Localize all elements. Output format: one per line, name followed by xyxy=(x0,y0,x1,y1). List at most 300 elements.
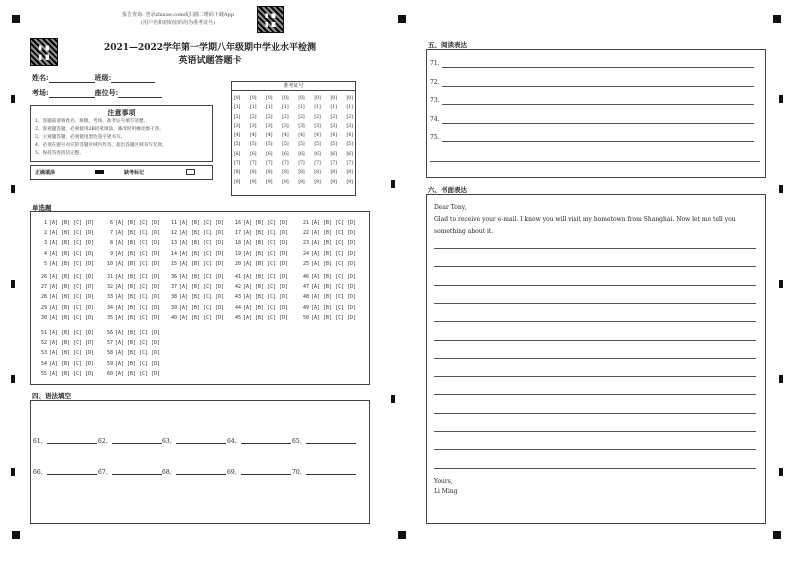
grammar-answer-line[interactable] xyxy=(306,443,356,444)
mc-option-bubbles[interactable]: [A] [B] [C] [D] xyxy=(115,330,161,336)
mc-option-bubbles[interactable]: [A] [B] [C] [D] xyxy=(243,314,289,321)
mc-question-row[interactable] xyxy=(167,251,224,257)
mc-option-bubbles[interactable]: [A] [B] [C] [D] xyxy=(115,240,161,247)
exam-digit-bubble[interactable]: [4] xyxy=(266,133,273,139)
mc-option-bubbles[interactable]: [A] [B] [C] [D] xyxy=(115,220,161,226)
grammar-answer-line[interactable] xyxy=(47,474,97,475)
reading-answer-line[interactable] xyxy=(442,67,754,68)
exam-digit-bubble[interactable]: [8] xyxy=(330,170,337,176)
mc-question-row[interactable] xyxy=(103,350,160,356)
exam-digit-bubble[interactable]: [6] xyxy=(266,151,273,157)
grammar-answer-line[interactable] xyxy=(176,474,226,475)
writing-answer-line[interactable] xyxy=(434,266,756,267)
name-field[interactable] xyxy=(32,73,155,83)
mc-option-bubbles[interactable]: [A] [B] [C] [D] xyxy=(243,230,289,237)
exam-digit-bubble[interactable]: [8] xyxy=(314,170,321,176)
mc-option-bubbles[interactable]: [A] [B] [C] [D] xyxy=(49,240,95,247)
mc-question-row[interactable] xyxy=(231,305,288,311)
mc-option-bubbles[interactable]: [A] [B] [C] [D] xyxy=(311,314,357,321)
mc-question-number: 20 xyxy=(234,260,241,267)
side-timing-mark xyxy=(779,185,783,193)
exam-number-column[interactable] xyxy=(314,94,320,187)
mc-question-number: 58 xyxy=(106,350,113,357)
mc-question-row[interactable] xyxy=(37,315,94,321)
mc-question-row[interactable] xyxy=(167,240,224,246)
mc-option-bubbles[interactable]: [A] [B] [C] [D] xyxy=(115,294,161,301)
writing-answer-line[interactable] xyxy=(434,285,756,286)
exam-digit-bubble[interactable]: [1] xyxy=(314,105,321,111)
mc-question-row[interactable] xyxy=(37,251,94,257)
mc-option-bubbles[interactable]: [A] [B] [C] [D] xyxy=(243,250,289,257)
exam-digit-bubble[interactable]: [0] xyxy=(330,96,337,101)
mc-option-bubbles[interactable]: [A] [B] [C] [D] xyxy=(49,304,95,311)
mc-question-row[interactable] xyxy=(299,274,356,280)
reading-answer-line[interactable] xyxy=(442,123,754,124)
mc-option-bubbles[interactable]: [A] [B] [C] [D] xyxy=(243,274,289,280)
mc-option-bubbles[interactable]: [A] [B] [C] [D] xyxy=(115,230,161,237)
exam-digit-bubble[interactable]: [7] xyxy=(266,161,273,167)
mc-option-bubbles[interactable]: [A] [B] [C] [D] xyxy=(311,260,357,267)
notice-title: 注意事项 xyxy=(107,108,136,117)
mc-question-number: 46 xyxy=(302,274,309,280)
exam-room-field[interactable] xyxy=(32,88,162,98)
exam-digit-bubble[interactable]: [7] xyxy=(250,161,257,167)
exam-digit-bubble[interactable]: [5] xyxy=(346,142,353,148)
mc-question-row[interactable] xyxy=(231,274,288,280)
exam-digit-bubble[interactable]: [4] xyxy=(234,133,241,139)
exam-digit-bubble[interactable]: [6] xyxy=(282,151,289,157)
grammar-item-number: 69、 xyxy=(227,469,241,476)
mc-question-row[interactable] xyxy=(167,305,224,311)
grammar-answer-line[interactable] xyxy=(112,474,162,475)
exam-digit-bubble[interactable]: [9] xyxy=(314,179,321,185)
exam-digit-bubble[interactable]: [4] xyxy=(250,133,257,139)
mc-question-number: 40 xyxy=(170,314,177,321)
exam-digit-bubble[interactable]: [1] xyxy=(282,105,289,111)
exam-digit-bubble[interactable]: [7] xyxy=(330,161,337,167)
reading-item-number: 75. xyxy=(430,134,440,141)
mc-question-row[interactable] xyxy=(167,274,224,280)
reading-answer-line[interactable] xyxy=(442,104,754,105)
app-qr-code-icon xyxy=(257,6,284,33)
notice-item: 4、必须在题号对应的答题区域内作答，超出答题区域书写无效。 xyxy=(35,143,167,148)
class-label: 班级: xyxy=(94,73,112,82)
mc-question-row[interactable] xyxy=(37,230,94,236)
mc-option-bubbles[interactable]: [A] [B] [C] [D] xyxy=(179,220,225,226)
grammar-answer-box[interactable] xyxy=(30,400,370,524)
mc-option-bubbles[interactable]: [A] [B] [C] [D] xyxy=(179,284,225,291)
mc-option-bubbles[interactable]: [A] [B] [C] [D] xyxy=(49,250,95,257)
exam-digit-bubble[interactable]: [6] xyxy=(330,151,337,157)
exam-digit-bubble[interactable]: [1] xyxy=(250,105,257,111)
mc-option-bubbles[interactable]: [A] [B] [C] [D] xyxy=(49,330,95,336)
mc-option-bubbles[interactable]: [A] [B] [C] [D] xyxy=(311,294,357,301)
exam-digit-bubble[interactable]: [5] xyxy=(266,142,273,148)
exam-number-column[interactable] xyxy=(250,94,256,187)
grammar-answer-line[interactable] xyxy=(112,443,162,444)
mc-option-bubbles[interactable]: [A] [B] [C] [D] xyxy=(115,314,161,321)
exam-digit-bubble[interactable]: [2] xyxy=(250,114,257,120)
mc-question-row[interactable] xyxy=(103,371,160,377)
page-subtitle: 英语试题答题卡 xyxy=(178,56,242,66)
mc-question-row[interactable] xyxy=(103,240,160,246)
mc-question-row[interactable] xyxy=(37,261,94,267)
exam-digit-bubble[interactable]: [2] xyxy=(346,114,353,120)
exam-digit-bubble[interactable]: [0] xyxy=(266,96,273,101)
exam-digit-bubble[interactable]: [4] xyxy=(282,133,289,139)
mc-option-bubbles[interactable]: [A] [B] [C] [D] xyxy=(49,360,95,367)
mc-question-row[interactable] xyxy=(103,330,160,336)
exam-digit-bubble[interactable]: [3] xyxy=(330,123,337,129)
seat-input-line[interactable] xyxy=(118,90,162,98)
mc-option-bubbles[interactable]: [A] [B] [C] [D] xyxy=(243,294,289,301)
exam-number-grid[interactable] xyxy=(231,81,356,196)
mc-question-number: 5 xyxy=(43,260,47,267)
mc-option-bubbles[interactable]: [A] [B] [C] [D] xyxy=(243,220,289,226)
writing-answer-line[interactable] xyxy=(434,358,756,359)
exam-digit-bubble[interactable]: [9] xyxy=(346,179,353,185)
exam-digit-bubble[interactable]: [3] xyxy=(234,123,241,129)
writing-answer-line[interactable] xyxy=(434,468,756,469)
writing-answer-line[interactable] xyxy=(434,394,756,395)
exam-digit-bubble[interactable]: [8] xyxy=(298,170,305,176)
mc-option-bubbles[interactable]: [A] [B] [C] [D] xyxy=(49,314,95,321)
writing-answer-line[interactable] xyxy=(434,340,756,341)
mc-option-bubbles[interactable]: [A] [B] [C] [D] xyxy=(115,250,161,257)
exam-digit-bubble[interactable]: [1] xyxy=(330,105,337,111)
mc-question-row[interactable] xyxy=(299,230,356,236)
mc-question-row[interactable] xyxy=(299,261,356,267)
exam-digit-bubble[interactable]: [7] xyxy=(298,161,305,167)
mc-question-row[interactable] xyxy=(37,371,94,377)
mc-answer-box[interactable] xyxy=(30,211,370,385)
mc-question-row[interactable] xyxy=(103,261,160,267)
mc-option-bubbles[interactable]: [A] [B] [C] [D] xyxy=(179,230,225,237)
mc-question-number: 29 xyxy=(40,304,47,311)
grammar-item-number: 70、 xyxy=(292,469,306,476)
exam-digit-bubble[interactable]: [6] xyxy=(314,151,321,157)
mc-option-bubbles[interactable]: [A] [B] [C] [D] xyxy=(49,370,95,377)
mc-question-number: 19 xyxy=(234,250,241,257)
exam-digit-bubble[interactable]: [9] xyxy=(250,179,257,185)
exam-digit-bubble[interactable]: [1] xyxy=(298,105,305,111)
exam-digit-bubble[interactable]: [3] xyxy=(314,123,321,129)
mc-question-row[interactable] xyxy=(37,305,94,311)
mc-option-bubbles[interactable]: [A] [B] [C] [D] xyxy=(311,230,357,237)
mc-option-bubbles[interactable]: [A] [B] [C] [D] xyxy=(115,350,161,357)
correct-fill-label: 正确填涂 xyxy=(35,170,56,176)
mc-question-row[interactable] xyxy=(37,274,94,280)
exam-digit-bubble[interactable]: [5] xyxy=(250,142,257,148)
mc-option-bubbles[interactable]: [A] [B] [C] [D] xyxy=(49,260,95,267)
mc-option-bubbles[interactable]: [A] [B] [C] [D] xyxy=(179,250,225,257)
writing-answer-line[interactable] xyxy=(434,248,756,249)
mc-question-row[interactable] xyxy=(37,340,94,346)
mc-question-row[interactable] xyxy=(299,294,356,300)
mc-option-bubbles[interactable]: [A] [B] [C] [D] xyxy=(115,340,161,347)
exam-digit-bubble[interactable]: [2] xyxy=(314,114,321,120)
mc-question-row[interactable] xyxy=(231,240,288,246)
grammar-answer-line[interactable] xyxy=(241,443,291,444)
mc-question-number: 47 xyxy=(302,284,309,291)
grammar-answer-line[interactable] xyxy=(306,474,356,475)
mc-option-bubbles[interactable]: [A] [B] [C] [D] xyxy=(179,314,225,321)
mc-question-number: 33 xyxy=(106,294,113,301)
notice-item: 5、保持答卷清洁完整。 xyxy=(35,151,84,156)
mc-option-bubbles[interactable]: [A] [B] [C] [D] xyxy=(243,284,289,291)
exam-digit-bubble[interactable]: [4] xyxy=(346,133,353,139)
exam-digit-bubble[interactable]: [5] xyxy=(298,142,305,148)
mc-question-number: 37 xyxy=(170,284,177,291)
mc-question-row[interactable] xyxy=(103,361,160,367)
exam-digit-bubble[interactable]: [1] xyxy=(346,105,353,111)
correct-fill-sample-icon xyxy=(95,170,104,174)
exam-digit-bubble[interactable]: [1] xyxy=(266,105,273,111)
mc-question-row[interactable] xyxy=(103,294,160,300)
exam-digit-bubble[interactable]: [2] xyxy=(266,114,273,120)
exam-digit-bubble[interactable]: [9] xyxy=(266,179,273,185)
grammar-answer-line[interactable] xyxy=(47,443,97,444)
reading-item-number: 72. xyxy=(430,78,440,86)
side-timing-mark xyxy=(779,280,783,288)
exam-digit-bubble[interactable]: [3] xyxy=(282,123,289,129)
exam-digit-bubble[interactable]: [8] xyxy=(234,170,241,176)
reading-answer-line[interactable] xyxy=(442,86,754,87)
mc-question-row[interactable] xyxy=(299,284,356,290)
mc-question-row[interactable] xyxy=(167,230,224,236)
mc-question-number: 52 xyxy=(40,340,47,347)
mc-question-row[interactable] xyxy=(231,284,288,290)
exam-digit-bubble[interactable]: [4] xyxy=(314,133,321,139)
mc-question-row[interactable] xyxy=(167,294,224,300)
exam-number-columns[interactable] xyxy=(234,94,353,187)
grammar-answer-line[interactable] xyxy=(241,474,291,475)
writing-answer-line[interactable] xyxy=(434,303,756,304)
mc-question-number: 12 xyxy=(170,230,177,237)
exam-number-column[interactable] xyxy=(347,94,353,187)
exam-digit-bubble[interactable]: [2] xyxy=(234,114,241,120)
exam-number-column[interactable] xyxy=(298,94,304,187)
exam-digit-bubble[interactable]: [8] xyxy=(250,170,257,176)
mc-question-row[interactable] xyxy=(299,305,356,311)
exam-digit-bubble[interactable]: [7] xyxy=(346,161,353,167)
exam-digit-bubble[interactable]: [0] xyxy=(346,96,353,101)
reading-section-label: 五、阅读表达 xyxy=(428,41,467,49)
mc-question-row[interactable] xyxy=(299,251,356,257)
mc-option-bubbles[interactable]: [A] [B] [C] [D] xyxy=(115,304,161,311)
grammar-answer-line[interactable] xyxy=(176,443,226,444)
mc-option-bubbles[interactable]: [A] [B] [C] [D] xyxy=(115,284,161,291)
exam-digit-bubble[interactable]: [2] xyxy=(298,114,305,120)
mc-question-row[interactable] xyxy=(103,230,160,236)
mc-question-row[interactable] xyxy=(103,220,160,226)
exam-digit-bubble[interactable]: [5] xyxy=(282,142,289,148)
reading-answer-box[interactable] xyxy=(426,49,766,178)
exam-digit-bubble[interactable]: [7] xyxy=(234,161,241,167)
exam-number-column[interactable] xyxy=(266,94,272,187)
mc-question-number: 6 xyxy=(109,220,113,226)
notice-item: 1、答题前请将姓名、班级、考场、准考证号填写清楚。 xyxy=(35,119,149,124)
exam-number-label: 准考证号 xyxy=(232,82,355,91)
exam-number-column[interactable] xyxy=(282,94,288,187)
mc-question-row[interactable] xyxy=(167,261,224,267)
writing-answer-line[interactable] xyxy=(434,376,756,377)
mc-section-label: 单选题 xyxy=(32,204,52,212)
mc-option-bubbles[interactable]: [A] [B] [C] [D] xyxy=(243,304,289,311)
mc-option-bubbles[interactable]: [A] [B] [C] [D] xyxy=(311,250,357,257)
mc-option-bubbles[interactable]: [A] [B] [C] [D] xyxy=(311,304,357,311)
mc-option-bubbles[interactable]: [A] [B] [C] [D] xyxy=(49,350,95,357)
mc-question-row[interactable] xyxy=(231,315,288,321)
writing-answer-box[interactable] xyxy=(426,194,766,524)
exam-number-column[interactable] xyxy=(330,94,336,187)
absent-mark-box[interactable] xyxy=(186,169,195,175)
mc-question-number: 26 xyxy=(40,274,47,280)
exam-digit-bubble[interactable]: [9] xyxy=(234,179,241,185)
mc-question-row[interactable] xyxy=(103,305,160,311)
grammar-item-number: 64、 xyxy=(227,438,241,445)
mc-question-row[interactable] xyxy=(299,315,356,321)
mc-question-row[interactable] xyxy=(37,240,94,246)
mc-question-row[interactable] xyxy=(167,315,224,321)
mc-option-bubbles[interactable]: [A] [B] [C] [D] xyxy=(115,274,161,280)
mc-question-row[interactable] xyxy=(167,220,224,226)
mc-question-row[interactable] xyxy=(103,315,160,321)
mc-question-row[interactable] xyxy=(103,251,160,257)
mc-option-bubbles[interactable]: [A] [B] [C] [D] xyxy=(115,360,161,367)
mc-option-bubbles[interactable]: [A] [B] [C] [D] xyxy=(49,220,95,226)
exam-digit-bubble[interactable]: [4] xyxy=(330,133,337,139)
mc-question-number: 13 xyxy=(170,240,177,247)
name-label: 姓名: xyxy=(32,73,49,82)
exam-digit-bubble[interactable]: [9] xyxy=(298,179,305,185)
class-input-line[interactable] xyxy=(111,75,155,83)
mc-question-number: 57 xyxy=(106,340,113,347)
side-timing-mark xyxy=(391,395,395,403)
writing-answer-line[interactable] xyxy=(434,449,756,450)
mc-question-number: 4 xyxy=(43,250,47,257)
mc-question-number: 45 xyxy=(234,314,241,321)
writing-answer-line[interactable] xyxy=(434,321,756,322)
exam-digit-bubble[interactable]: [0] xyxy=(234,96,241,101)
mc-question-number: 22 xyxy=(302,230,309,237)
mc-option-bubbles[interactable]: [A] [B] [C] [D] xyxy=(49,340,95,347)
mc-question-row[interactable] xyxy=(299,240,356,246)
mc-question-row[interactable] xyxy=(231,251,288,257)
mc-question-row[interactable] xyxy=(103,284,160,290)
exam-digit-bubble[interactable]: [2] xyxy=(282,114,289,120)
reading-answer-line[interactable] xyxy=(430,161,760,162)
mc-question-row[interactable] xyxy=(37,330,94,336)
mc-option-bubbles[interactable]: [A] [B] [C] [D] xyxy=(179,240,225,247)
mc-question-row[interactable] xyxy=(231,220,288,226)
exam-room-input-line[interactable] xyxy=(49,90,95,98)
exam-digit-bubble[interactable]: [3] xyxy=(346,123,353,129)
mc-option-bubbles[interactable]: [A] [B] [C] [D] xyxy=(115,260,161,267)
mc-question-row[interactable] xyxy=(231,294,288,300)
exam-digit-bubble[interactable]: [7] xyxy=(282,161,289,167)
mc-option-bubbles[interactable]: [A] [B] [C] [D] xyxy=(243,240,289,247)
mc-question-row[interactable] xyxy=(37,220,94,226)
exam-digit-bubble[interactable]: [0] xyxy=(298,96,305,101)
mc-option-bubbles[interactable]: [A] [B] [C] [D] xyxy=(49,230,95,237)
exam-digit-bubble[interactable]: [7] xyxy=(314,161,321,167)
mc-question-number: 9 xyxy=(109,250,113,257)
mc-question-row[interactable] xyxy=(231,230,288,236)
exam-digit-bubble[interactable]: [4] xyxy=(298,133,305,139)
mc-option-bubbles[interactable]: [A] [B] [C] [D] xyxy=(243,260,289,267)
exam-number-column[interactable] xyxy=(234,94,240,187)
mc-option-bubbles[interactable]: [A] [B] [C] [D] xyxy=(311,274,357,280)
exam-digit-bubble[interactable]: [5] xyxy=(330,142,337,148)
mc-option-bubbles[interactable]: [A] [B] [C] [D] xyxy=(49,284,95,291)
mc-question-row[interactable] xyxy=(299,220,356,226)
name-input-line[interactable] xyxy=(49,75,95,83)
mc-question-number: 1 xyxy=(43,220,47,226)
exam-digit-bubble[interactable]: [6] xyxy=(298,151,305,157)
exam-digit-bubble[interactable]: [0] xyxy=(314,96,321,101)
letter-closing: Yours, xyxy=(434,478,453,485)
exam-digit-bubble[interactable]: [8] xyxy=(266,170,273,176)
exam-digit-bubble[interactable]: [6] xyxy=(346,151,353,157)
reading-answer-line[interactable] xyxy=(442,141,754,142)
exam-digit-bubble[interactable]: [3] xyxy=(250,123,257,129)
mc-question-row[interactable] xyxy=(37,294,94,300)
mc-question-number: 41 xyxy=(234,274,241,280)
grammar-section-label: 四、语法填空 xyxy=(32,392,71,400)
mc-question-row[interactable] xyxy=(231,261,288,267)
mc-question-row[interactable] xyxy=(37,361,94,367)
mc-question-row[interactable] xyxy=(103,274,160,280)
side-timing-mark xyxy=(779,468,783,476)
mc-question-number: 27 xyxy=(40,284,47,291)
writing-answer-line[interactable] xyxy=(434,431,756,432)
exam-digit-bubble[interactable]: [6] xyxy=(250,151,257,157)
mc-question-row[interactable] xyxy=(167,284,224,290)
exam-digit-bubble[interactable]: [3] xyxy=(266,123,273,129)
notice-item: 2、客观题答题，必须使用2B铅笔填涂，修改时用橡皮擦干净。 xyxy=(35,127,164,132)
exam-digit-bubble[interactable]: [2] xyxy=(330,114,337,120)
mc-question-row[interactable] xyxy=(37,284,94,290)
mc-option-bubbles[interactable]: [A] [B] [C] [D] xyxy=(115,370,161,377)
writing-answer-line[interactable] xyxy=(434,413,756,414)
notice-item: 3、主观题答题，必须使用黑色签字笔书写。 xyxy=(35,135,126,140)
mc-option-bubbles[interactable]: [A] [B] [C] [D] xyxy=(179,274,225,280)
mc-option-bubbles[interactable]: [A] [B] [C] [D] xyxy=(311,240,357,247)
mc-option-bubbles[interactable]: [A] [B] [C] [D] xyxy=(311,220,357,226)
mc-option-bubbles[interactable]: [A] [B] [C] [D] xyxy=(179,304,225,311)
mc-option-bubbles[interactable]: [A] [B] [C] [D] xyxy=(311,284,357,291)
exam-digit-bubble[interactable]: [5] xyxy=(234,142,241,148)
mc-option-bubbles[interactable]: [A] [B] [C] [D] xyxy=(49,294,95,301)
mc-option-bubbles[interactable]: [A] [B] [C] [D] xyxy=(49,274,95,280)
exam-digit-bubble[interactable]: [8] xyxy=(282,170,289,176)
mc-option-bubbles[interactable]: [A] [B] [C] [D] xyxy=(179,260,225,267)
exam-digit-bubble[interactable]: [0] xyxy=(282,96,289,101)
exam-digit-bubble[interactable]: [8] xyxy=(346,170,353,176)
exam-digit-bubble[interactable]: [3] xyxy=(298,123,305,129)
exam-digit-bubble[interactable]: [0] xyxy=(250,96,257,101)
exam-digit-bubble[interactable]: [5] xyxy=(314,142,321,148)
grammar-item-number: 61、 xyxy=(33,438,47,445)
mc-option-bubbles[interactable]: [A] [B] [C] [D] xyxy=(179,294,225,301)
exam-digit-bubble[interactable]: [6] xyxy=(234,151,241,157)
mc-question-row[interactable] xyxy=(103,340,160,346)
mc-question-row[interactable] xyxy=(37,350,94,356)
exam-digit-bubble[interactable]: [9] xyxy=(282,179,289,185)
exam-digit-bubble[interactable]: [9] xyxy=(330,179,337,185)
exam-digit-bubble[interactable]: [1] xyxy=(234,105,241,111)
